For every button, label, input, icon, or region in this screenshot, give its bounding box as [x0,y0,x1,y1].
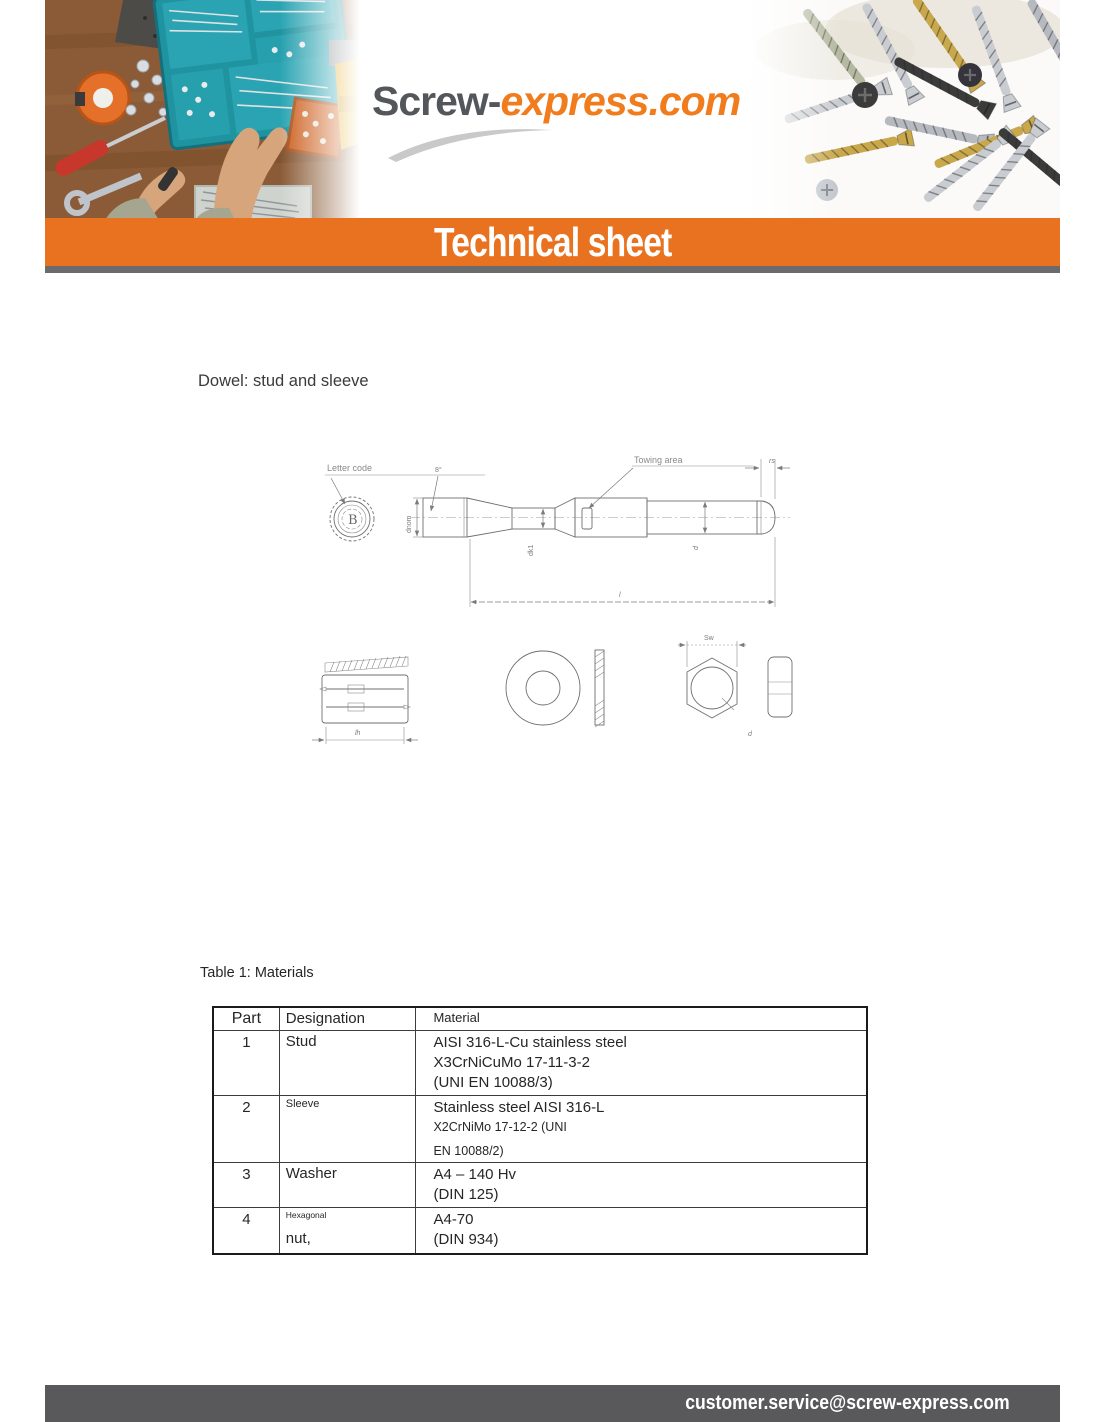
hex-nut-view [687,657,792,718]
letter-code-view [330,497,374,541]
header-photo-workbench [45,0,360,218]
header-part: Part [213,1007,279,1031]
cell-material: Stainless steel AISI 316-L X2CrNiMo 17-12-2 (UNI EN 10088/2) [416,1096,867,1163]
header-photo-screws [745,0,1060,218]
table-title: Table 1: Materials [200,965,314,981]
cell-material: A4-70 (DIN 934) [416,1208,867,1255]
washer-view [506,650,604,727]
dnom-dimension-label: dnom [406,515,413,533]
customer-service-email: customer.service@screw-express.com [685,1392,1010,1414]
stud-side-view [406,466,775,556]
logo-swoosh [384,122,554,162]
letter-code-glyph: B [348,513,358,528]
letter-code-label: Letter code [327,463,373,473]
cell-part: 3 [213,1163,279,1208]
header-material: Material [416,1007,867,1031]
tape-measure-icon [75,72,129,124]
cell-designation: Hexagonal nut, [279,1208,416,1255]
workbench-photo-illustration [45,0,360,218]
logo-suffix: express.com [500,78,741,124]
towing-area-label: Towing area [634,455,683,465]
thread-diameter-label: d [693,546,700,550]
page-title: Technical sheet [433,219,672,265]
footer-bar [45,1385,1060,1422]
logo-prefix: Screw- [372,78,501,124]
cell-material: AISI 316-L-Cu stainless steel X3CrNiCuMo 17-11-3-2 (UNI EN 10088/3) [416,1031,867,1096]
cell-material: A4 – 140 Hv (DIN 125) [416,1163,867,1208]
dowel-technical-drawing [290,435,810,755]
sleeve-length-label: lh [355,730,361,737]
cell-part: 4 [213,1208,279,1255]
logo [372,78,741,125]
cell-designation: Washer [279,1163,416,1208]
dk1-dimension-label: dk1 [528,544,535,556]
tip-radius-label: rs [769,458,775,465]
cell-designation: Stud [279,1031,416,1096]
title-banner [45,218,1060,266]
table-header-row [213,1007,867,1031]
nut-diameter-label: d [748,731,752,738]
logo-text [372,78,740,124]
table-row [213,1208,867,1255]
table-row [213,1096,867,1163]
banner-underline-strip [45,266,1060,273]
cell-part: 2 [213,1096,279,1163]
length-dimension-label: l [619,592,621,599]
screws-photo-illustration [745,0,1060,218]
wrench-size-label: Sw [704,635,714,642]
towing-area-notch [582,508,592,529]
header-designation: Designation [279,1007,416,1031]
cell-designation: Sleeve [279,1096,416,1163]
cell-part: 1 [213,1031,279,1096]
table-row [213,1163,867,1208]
materials-table [212,1006,868,1255]
angle-label: 8° [435,467,442,474]
sleeve-view [320,656,410,723]
table-row [213,1031,867,1096]
section-heading: Dowel: stud and sleeve [198,372,369,390]
